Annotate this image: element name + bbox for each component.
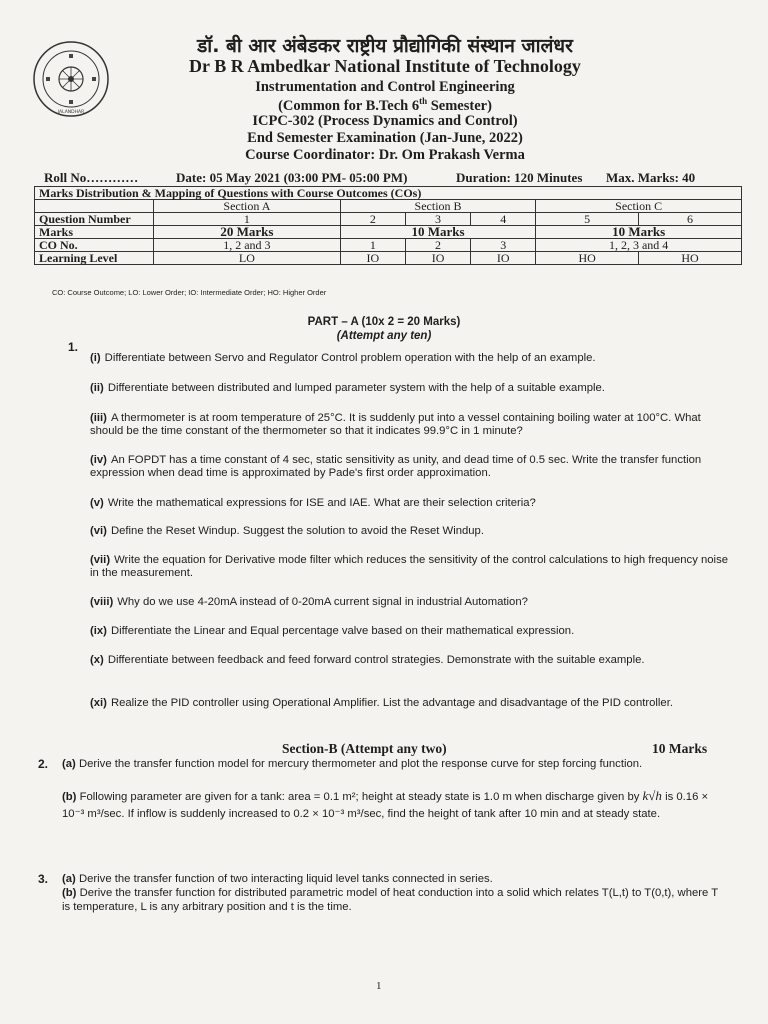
list-item: (i) Differentiate between Servo and Regulator Control problem operation with the help of an example. [90, 352, 596, 364]
list-item: (v) Write the mathematical expressions for ISE and IAE. What are their selection criteria? [90, 497, 536, 509]
institute-name: Dr B R Ambedkar National Institute of Technology [189, 56, 581, 76]
list-item: (ix) Differentiate the Linear and Equal percentage valve based on their mathematical expression. [90, 625, 575, 637]
list-item: (vii) Write the equation for Derivative mode filter which reduces the sensitivity of the control calculations to high frequency noise in the measurement. [90, 554, 728, 579]
section-b-header: Section B [340, 200, 536, 213]
list-item: (ii) Differentiate between distributed and lumped parameter system with the help of a suitable example. [90, 382, 605, 394]
list-item: (b) Following parameter are given for a tank: area = 0.1 m²; height at steady state is 1.0 m when discharge given by k√h is 0.16 × 10⁻³ m³/sec. If inflow is suddenly increased to 0.2 × 10⁻³ m³/sec, find the height of tank after 10 min and at steady state. [62, 788, 709, 820]
max-marks: Max. Marks: 40 [606, 170, 696, 185]
marks-distribution-table [34, 186, 742, 265]
table-row: Learning Level LO IO IO IO HO HO [35, 252, 742, 265]
section-b-marks: 10 Marks [652, 741, 708, 756]
table-footnote: CO: Course Outcome; LO: Lower Order; IO: Intermediate Order; HO: Higher Order [52, 288, 327, 297]
exam-duration: Duration: 120 Minutes [456, 170, 583, 185]
list-item: (a) Derive the transfer function of two interacting liquid level tanks connected in series. [62, 873, 493, 885]
question-number: 3. [38, 872, 49, 886]
course-coordinator: Course Coordinator: Dr. Om Prakash Verma [245, 147, 525, 163]
program-line: (Common for B.Tech 6th Semester) [278, 96, 492, 114]
list-item: (xi) Realize the PID controller using Operational Amplifier. List the advantage and disadvantage of the PID controller. [90, 697, 673, 709]
hindi-title: डॉ. बी आर अंबेडकर राष्ट्रीय प्रौद्योगिकी संस्थान जालंधर [197, 35, 573, 57]
page-number: 1 [376, 980, 382, 992]
list-item: (iv) An FOPDT has a time constant of 4 sec, static sensitivity as unity, and dead time of 0.5 sec. Write the transfer function expression when dead time is approximated by Pade's first order approximation. [90, 454, 702, 479]
table-title: Marks Distribution & Mapping of Questions with Course Outcomes (COs) [35, 187, 742, 200]
course-title: ICPC-302 (Process Dynamics and Control) [252, 113, 518, 129]
list-item: (a) Derive the transfer function model for mercury thermometer and plot the response curve for step forcing function. [62, 758, 643, 770]
list-item: (vi) Define the Reset Windup. Suggest the solution to avoid the Reset Windup. [90, 525, 484, 537]
section-c-header: Section C [536, 200, 742, 213]
institute-logo [32, 40, 110, 118]
question-number: 2. [38, 757, 49, 771]
list-item: (b) Derive the transfer function for distributed parametric model of heat conduction into a solid which relates T(L,t) to T(0,t), where T is temperature, L is any arbitrary position and t is the time. [62, 887, 718, 913]
list-item: (x) Differentiate between feedback and feed forward control strategies. Demonstrate with the suitable example. [90, 654, 645, 666]
discharge-formula: k√h [642, 788, 662, 803]
logo-text: JALANDHAR [57, 110, 85, 115]
part-a-title: PART – A (10x 2 = 20 Marks) [307, 316, 461, 328]
department: Instrumentation and Control Engineering [255, 79, 515, 95]
table-row: Question Number 1 2 3 4 5 6 [35, 213, 742, 226]
table-row: CO No. 1, 2 and 3 1 2 3 1, 2, 3 and 4 [35, 239, 742, 252]
part-a-instruction: (Attempt any ten) [336, 330, 432, 342]
exam-title: End Semester Examination (Jan-June, 2022) [247, 130, 523, 146]
table-row: Marks 20 Marks 10 Marks 10 Marks [35, 226, 742, 239]
list-item: (iii) A thermometer is at room temperature of 25°C. It is suddenly put into a vessel containing boiling water at 100°C. What should be the time constant of the thermometer so that it indicates 99.9°C in 1 minute? [90, 412, 701, 437]
list-item: (viii) Why do we use 4-20mA instead of 0-20mA current signal in industrial Automation? [90, 596, 528, 608]
roll-number: Roll No………… [44, 170, 139, 185]
question-number: 1. [68, 340, 79, 354]
section-b-title: Section-B (Attempt any two) [282, 741, 447, 756]
exam-date: Date: 05 May 2021 (03:00 PM- 05:00 PM) [176, 170, 408, 185]
section-a-header: Section A [154, 200, 341, 213]
